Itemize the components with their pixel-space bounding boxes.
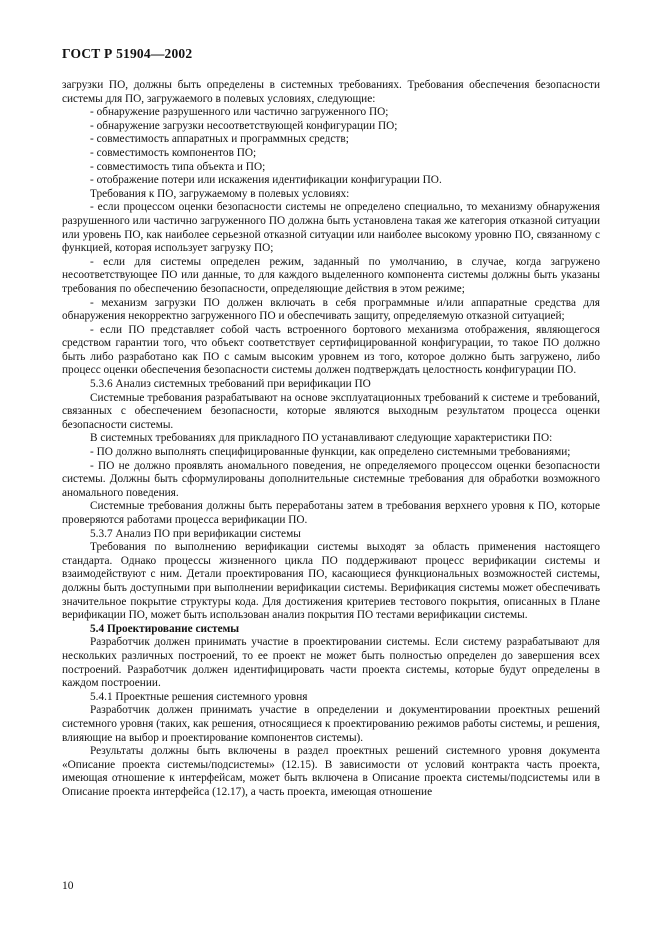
paragraph: - ПО не должно проявлять аномального поведения, не определяемого процессом оценки безопасности системы. Должны быть сформулированы дополнительные системные требования для обработки возможного аномального поведения.	[62, 459, 600, 499]
paragraph: В системных требованиях для прикладного ПО устанавливают следующие характеристики ПО:	[90, 432, 553, 445]
paragraph: Требования к ПО, загружаемому в полевых условиях:	[90, 187, 350, 200]
paragraph: - механизм загрузки ПО должен включать в себя программные и/или аппаратные средства для обнаружения некорректно загруженного ПО и обеспечивать защиту, определяемую отказной ситуацией;	[62, 296, 600, 323]
paragraph: 5.3.7 Анализ ПО при верификации системы	[90, 527, 301, 540]
paragraph: 5.4.1 Проектные решения системного уровня	[90, 690, 308, 703]
list-item: - обнаружение загрузки несоответствующей конфигурации ПО;	[90, 119, 398, 132]
paragraph: загрузки ПО, должны быть определены в системных требованиях. Требования обеспечения безопасности системы для ПО, загружаемого в полевых условиях, следующие:	[62, 79, 600, 105]
document-header: ГОСТ Р 51904—2002	[62, 46, 193, 61]
paragraph: Системные требования должны быть переработаны затем в требования верхнего уровня к ПО, которые проверяются работами процесса верификации ПО.	[62, 500, 600, 526]
list-item: - совместимость аппаратных и программных средств;	[90, 133, 349, 146]
paragraph: Разработчик должен принимать участие в проектировании системы. Если систему разрабатывают для нескольких различных построений, то ее проект не может быть полностью определен до завершения всех построений. Разработчик должен идентифицировать части проекта системы, которые будут определены в каждом построении.	[62, 636, 600, 690]
paragraph: Результаты должны быть включены в раздел проектных решений системного уровня документа «Описание проекта системы/подсистемы» (12.15). В зависимости от условий контракта часть проекта, имеющая отношение к интерфейсам, может быть включена в Описание проекта системы/подсистемы или в Описание проекта интерфейса (12.17), а часть проекта, имеющая отношение	[62, 745, 600, 798]
paragraph: Требования по выполнению верификации системы выходят за область применения настоящего стандарта. Однако процессы жизненного цикла ПО поддерживают процесс верификации системы и взаимодействуют с ним. Детали проектирования ПО, касающиеся функциональных возможностей системы, должны быть доступными при выполнении верификации системы. Верификация системы может обеспечивать значительное покрытие структуры кода. Для достижения критериев тестового покрытия, описанных в Плане верификации ПО, может быть использован анализ покрытия ПО тестами верификации системы.	[62, 541, 600, 622]
paragraph: - если для системы определен режим, заданный по умолчанию, в случае, когда загружено несоответствующее ПО или данные, то для каждого выделенного компонента системы должны быть указаны требования по обеспечению безопасности, определяющие действия в этом режиме;	[62, 255, 600, 295]
list-item: - отображение потери или искажения идентификации конфигурации ПО.	[90, 174, 442, 187]
paragraph: - ПО должно выполнять специфицированные функции, как определено системными требованиями;	[90, 446, 571, 459]
page-number: 10	[62, 880, 74, 892]
document-body	[62, 79, 600, 799]
paragraph: Разработчик должен принимать участие в определении и документировании проектных решений системного уровня (таких, как решения, относящиеся к проектированию режимов работы системы, и решения, влияющие на выбор и проектирование компонентов системы).	[62, 704, 600, 744]
list-item: - обнаружение разрушенного или частично загруженного ПО;	[90, 106, 389, 119]
paragraph: - если ПО представляет собой часть встроенного бортового механизма отображения, являющегося средством гарантии того, что объект соответствует сертифицированной конфигурации, то такое ПО должно быть либо разработано как ПО с самым высоким уровнем из того, которое должно быть загружено, либо процесс оценки обеспечения безопасности системы должен подтверждать целостность конфигурации ПО.	[62, 323, 600, 377]
list-item: - совместимость компонентов ПО;	[90, 146, 257, 159]
paragraph: 5.3.6 Анализ системных требований при верификации ПО	[90, 378, 371, 391]
section-heading: 5.4 Проектирование системы	[90, 622, 240, 635]
paragraph: Системные требования разрабатывают на основе эксплуатационных требований к системе и требований, связанных с обеспечением безопасности, которые являются выходным результатом процесса оценки безопасности системы.	[62, 391, 600, 431]
list-item: - совместимость типа объекта и ПО;	[90, 160, 266, 173]
paragraph: - если процессом оценки безопасности системы не определено специально, то механизму обнаружения разрушенного или частично загруженного ПО должна быть установлена такая же категория отказной ситуации или уровень ПО, как наиболее серьезной отказной ситуации или наиболее высокому уровню ПО, связанному с функцией, которая использует загрузку ПО;	[62, 201, 600, 255]
